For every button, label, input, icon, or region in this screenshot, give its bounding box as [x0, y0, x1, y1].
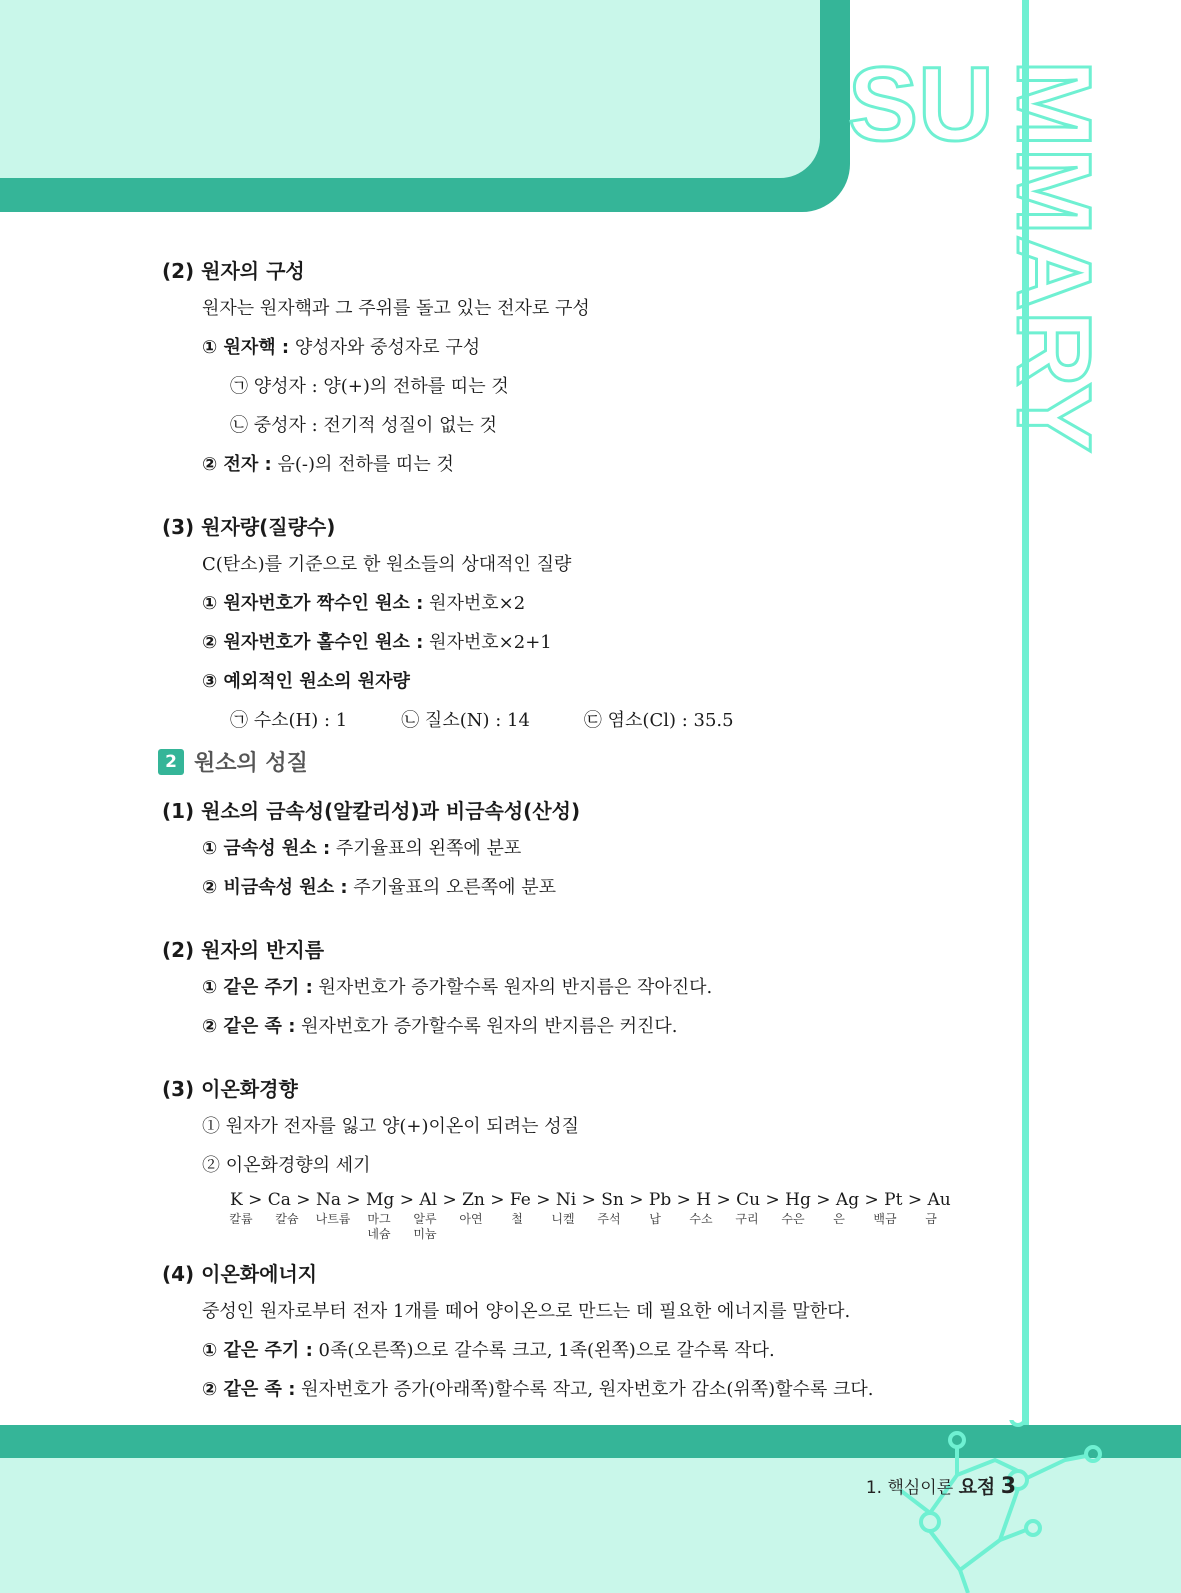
ion-name: 철	[511, 1212, 523, 1226]
ion-names	[218, 1212, 1002, 1242]
text-line: C(탄소)를 기준으로 한 원소들의 상대적인 질량	[202, 554, 572, 575]
ion-name: 구리	[735, 1212, 759, 1226]
text-line: 원자는 원자핵과 그 주위를 돌고 있는 전자로 구성	[202, 298, 590, 319]
text-line: ② 같은 족 : 원자번호가 증가(아래쪽)할수록 작고, 원자번호가 감소(위쪽)할수록 크다.	[202, 1379, 874, 1400]
text-line: ① 원자가 전자를 잃고 양(+)이온이 되려는 성질	[202, 1116, 580, 1137]
header-panel	[0, 0, 820, 178]
ion-name: 납	[649, 1212, 661, 1226]
text-line: ㉠ 수소(H) : 1 ㉡ 질소(N) : 14 ㉢ 염소(Cl) : 35.5	[230, 710, 734, 731]
ion-name: 금	[925, 1212, 937, 1226]
heading-atomic-radius: (2) 원자의 반지름	[162, 938, 325, 962]
heading-atom-structure: (2) 원자의 구성	[162, 259, 305, 283]
ion-name: 아연	[459, 1212, 483, 1226]
text-line: ㉡ 중성자 : 전기적 성질이 없는 것	[230, 415, 498, 436]
text-line: ① 금속성 원소 : 주기율표의 왼쪽에 분포	[202, 838, 522, 859]
text-line: ① 원자핵 : 양성자와 중성자로 구성	[202, 337, 481, 358]
ion-name: 백금	[873, 1212, 897, 1226]
ion-name: 주석	[597, 1212, 621, 1226]
text-line: ② 이온화경향의 세기	[202, 1155, 371, 1176]
molecule-icon	[900, 1420, 1181, 1593]
text-line: 중성인 원자로부터 전자 1개를 떼어 양이온으로 만드는 데 필요한 에너지를 말한다.	[202, 1301, 851, 1322]
heading-metallic: (1) 원소의 금속성(알칼리성)과 비금속성(산성)	[162, 799, 581, 823]
text-line: ② 전자 : 음(-)의 전하를 띠는 것	[202, 454, 454, 475]
watermark-text: SU	[848, 46, 994, 163]
ion-name: 칼슘	[275, 1212, 299, 1226]
ion-name: 나트륨	[315, 1212, 351, 1226]
section-number: 2	[158, 749, 184, 775]
watermark-vertical: MMARY	[995, 60, 1112, 453]
text-line: ① 같은 주기 : 0족(오른쪽)으로 갈수록 크고, 1족(왼쪽)으로 갈수록 작다.	[202, 1340, 775, 1361]
ion-name: 수은	[781, 1212, 805, 1226]
ion-series: K > Ca > Na > Mg > Al > Zn > Fe > Ni > Sn > Pb > H > Cu > Hg > Ag > Pt > Au	[230, 1190, 951, 1210]
text-line: ② 원자번호가 홀수인 원소 : 원자번호×2+1	[202, 632, 552, 653]
heading-ionization-energy: (4) 이온화에너지	[162, 1262, 318, 1286]
ion-name: 칼륨	[229, 1212, 253, 1226]
text-line: ② 같은 족 : 원자번호가 증가할수록 원자의 반지름은 커진다.	[202, 1016, 678, 1037]
section-title: 원소의 성질	[194, 751, 308, 776]
ion-name: 니켈	[551, 1212, 575, 1226]
text-line: ① 같은 주기 : 원자번호가 증가할수록 원자의 반지름은 작아진다.	[202, 977, 713, 998]
text-line: ② 비금속성 원소 : 주기율표의 오른쪽에 분포	[202, 877, 557, 898]
section-heading	[158, 746, 1002, 777]
text-line: ① 원자번호가 짝수인 원소 : 원자번호×2	[202, 593, 526, 614]
ion-name: 마그 네슘	[367, 1212, 391, 1241]
page-number: 1. 핵심이론 요점 3	[865, 1474, 1016, 1499]
text-line: ㉠ 양성자 : 양(+)의 전하를 띠는 것	[230, 376, 509, 397]
text-line: ③ 예외적인 원소의 원자량	[202, 671, 410, 692]
ion-name: 수소	[689, 1212, 713, 1226]
ion-name: 은	[833, 1212, 845, 1226]
ion-name: 알루 미늄	[413, 1212, 437, 1241]
main-content	[162, 255, 1002, 1414]
heading-ionization-tendency: (3) 이온화경향	[162, 1077, 298, 1101]
heading-atomic-mass: (3) 원자량(질량수)	[162, 515, 336, 539]
